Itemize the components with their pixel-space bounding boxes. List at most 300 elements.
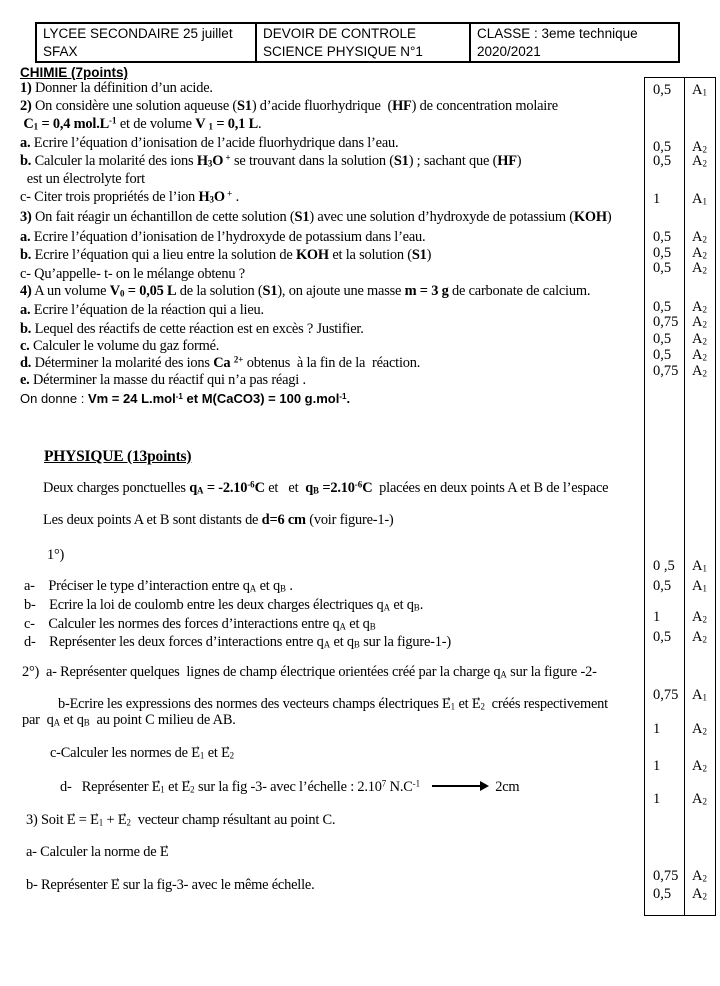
mark-row xyxy=(645,363,715,379)
text-segment: 2 xyxy=(702,634,707,645)
text-line xyxy=(24,616,376,633)
text-segment: A xyxy=(692,886,703,902)
text-segment: CHIMIE (7points) xyxy=(20,65,128,80)
text-segment: A xyxy=(692,299,703,315)
text-segment: Ecrire l’équation de la réaction qui a lieu. xyxy=(30,302,264,318)
mark-row xyxy=(645,260,715,276)
text-line xyxy=(22,664,597,681)
text-segment: c. xyxy=(20,338,30,354)
text-segment: -6 xyxy=(247,479,255,490)
mark-code xyxy=(692,558,707,574)
text-segment: et xyxy=(182,391,202,406)
text-segment: 4) xyxy=(20,283,32,299)
text-segment: Vm = 24 L.mol xyxy=(87,391,176,406)
mark-code xyxy=(692,886,707,902)
text-line xyxy=(20,338,219,355)
mark-score: 0,5 xyxy=(653,229,672,245)
text-segment: se trouvant dans la solution ( xyxy=(230,153,394,169)
text-segment: au point C milieu de AB. xyxy=(89,712,236,728)
text-segment: 1 xyxy=(98,817,104,828)
vector-symbol: → E xyxy=(160,844,169,861)
text-segment: + xyxy=(223,152,231,163)
mark-row xyxy=(645,331,715,347)
text-segment: C xyxy=(254,480,265,496)
mark-row xyxy=(645,347,715,363)
text-segment: A xyxy=(692,721,703,737)
text-segment: ) xyxy=(516,153,522,169)
text-segment: a. xyxy=(20,302,31,318)
text-segment: V xyxy=(109,283,120,299)
text-segment: créés respectivement xyxy=(484,696,608,712)
text-line xyxy=(20,171,145,188)
text-segment: HF xyxy=(392,98,412,114)
text-segment: b. xyxy=(20,153,32,169)
marks-table xyxy=(644,77,716,916)
text-segment: m = 3 g xyxy=(404,283,449,299)
text-segment: = -2.10 xyxy=(203,480,248,496)
text-segment: Déterminer la masse du réactif qui n’a pas réagi . xyxy=(29,372,306,388)
header-cell-class xyxy=(469,24,678,61)
text-segment: ) d’acide fluorhydrique ( xyxy=(251,98,393,114)
text-segment: 3 xyxy=(209,194,214,205)
text-line xyxy=(20,153,521,170)
text-segment: a- Préciser le type d’interaction entre q xyxy=(24,578,250,594)
text-segment: A xyxy=(692,687,703,703)
text-segment: O xyxy=(212,153,224,169)
vector-symbol: → E xyxy=(442,696,451,713)
mark-row xyxy=(645,886,715,902)
text-segment: c- Citer trois propriétés de l’ion xyxy=(20,189,199,205)
text-segment: 1°) xyxy=(47,547,65,563)
text-segment: A xyxy=(692,260,703,276)
mark-code xyxy=(692,363,707,379)
text-segment: A un volume xyxy=(31,283,110,299)
mark-score: 0,5 xyxy=(653,299,672,315)
text-line xyxy=(20,321,364,338)
text-line xyxy=(50,745,234,762)
text-segment: Calculer le volume du gaz formé. xyxy=(29,338,220,354)
text-segment: 1 xyxy=(208,121,213,132)
text-segment: ) ; sachant que ( xyxy=(408,153,498,169)
mark-row xyxy=(645,314,715,330)
text-segment: S1 xyxy=(411,247,427,263)
text-segment: sur la figure -2- xyxy=(506,664,597,680)
text-segment: B xyxy=(369,621,376,632)
text-segment: et la solution ( xyxy=(328,247,412,263)
vector-symbol: → E xyxy=(221,745,230,762)
text-segment: Déterminer la molarité des ions xyxy=(31,355,214,371)
mark-row xyxy=(645,687,715,703)
text-segment: Ecrire l’équation d’ionisation de l’acide fluorhydrique dans l’eau. xyxy=(30,135,399,151)
text-line xyxy=(20,283,590,300)
text-line xyxy=(20,189,239,206)
text-segment: . xyxy=(285,578,293,594)
text-segment: S1 xyxy=(262,283,278,299)
mark-code xyxy=(692,721,707,737)
text-segment: A xyxy=(692,229,703,245)
text-segment: 2 xyxy=(702,891,707,902)
text-segment: 2 xyxy=(702,726,707,737)
mark-score: 1 xyxy=(653,721,661,737)
text-segment: c-Calculer les normes de xyxy=(50,745,192,761)
vector-symbol: → E xyxy=(111,877,120,894)
text-segment: S1 xyxy=(294,209,310,225)
text-line xyxy=(26,812,335,829)
text-segment: d. xyxy=(20,355,32,371)
text-line xyxy=(58,696,608,713)
text-segment: obtenus à la fin de la réaction. xyxy=(243,355,421,371)
mark-score: 1 xyxy=(653,191,661,207)
text-segment: d- Représenter les deux forces d’interactions entre q xyxy=(24,634,324,650)
text-segment: Ca xyxy=(213,355,234,371)
mark-row xyxy=(645,191,715,207)
text-segment: -1 xyxy=(412,778,421,789)
text-segment: H xyxy=(198,189,210,205)
text-segment: 2 xyxy=(702,352,707,363)
text-segment: 1 xyxy=(702,692,707,703)
text-segment: 3) xyxy=(20,209,32,225)
text-line xyxy=(20,135,398,152)
vector-symbol: → E xyxy=(118,812,127,829)
text-segment: sur la fig -3- avec l’échelle : 2.10 xyxy=(194,779,382,795)
mark-code xyxy=(692,609,707,625)
text-segment: -1 xyxy=(175,391,183,401)
text-segment: Deux charges ponctuelles xyxy=(43,480,190,496)
text-segment: b-Ecrire les expressions des normes des vecteurs champs électriques xyxy=(58,696,443,712)
mark-score: 0,5 xyxy=(653,245,672,261)
mark-code xyxy=(692,82,707,98)
text-segment: Donner la définition d’un acide. xyxy=(31,80,213,96)
mark-code xyxy=(692,260,707,276)
mark-score: 0,5 xyxy=(653,331,672,347)
text-line xyxy=(24,597,423,614)
text-line xyxy=(20,247,431,264)
text-line xyxy=(20,390,350,407)
mark-score: 0,75 xyxy=(653,687,679,703)
text-segment: 2 xyxy=(702,368,707,379)
text-segment: et q xyxy=(390,597,414,613)
school-year: 2020/2021 xyxy=(477,44,541,59)
mark-code xyxy=(692,314,707,330)
text-line xyxy=(20,355,420,372)
text-segment: -1 xyxy=(339,391,347,401)
text-segment: 2 xyxy=(702,250,707,261)
text-segment: PHYSIQUE (13points) xyxy=(44,448,192,465)
mark-code xyxy=(692,299,707,315)
mark-score: 0,5 xyxy=(653,578,672,594)
text-segment: 1 xyxy=(702,87,707,98)
vector-symbol: → E xyxy=(182,779,191,796)
mark-score: 0,5 xyxy=(653,629,672,645)
text-segment: et q xyxy=(60,712,84,728)
text-line xyxy=(20,98,558,115)
text-segment: 1 xyxy=(33,121,39,132)
text-segment: On donne : xyxy=(20,391,88,406)
scale-arrow-icon xyxy=(432,785,487,787)
text-segment: B xyxy=(353,639,360,650)
physique-section-title xyxy=(44,448,191,465)
text-segment: C xyxy=(23,116,34,132)
text-line xyxy=(43,480,608,497)
text-segment: placées en deux points A et B de l’espace xyxy=(372,480,609,496)
mark-code xyxy=(692,191,707,207)
mark-row xyxy=(645,82,715,98)
text-segment: 1 xyxy=(702,563,707,574)
text-segment: (voir figure-1-) xyxy=(305,512,394,528)
text-segment xyxy=(420,779,427,795)
exam-subject: SCIENCE PHYSIQUE N°1 xyxy=(263,44,423,59)
text-segment: Ecrire l’équation d’ionisation de l’hydroxyde de potassium dans l’eau. xyxy=(30,229,426,245)
mark-code xyxy=(692,687,707,703)
text-segment: ) de concentration molaire xyxy=(411,98,558,114)
text-segment: 1 xyxy=(702,196,707,207)
text-segment: A xyxy=(692,868,703,884)
text-segment: KOH xyxy=(573,209,607,225)
school-name-line2: SFAX xyxy=(43,44,78,59)
mark-row xyxy=(645,578,715,594)
text-segment: S1 xyxy=(237,98,252,114)
text-segment: = 0,1 L xyxy=(212,116,258,132)
text-segment: On fait réagir un échantillon de cette solution ( xyxy=(31,209,295,225)
text-segment: c- Calculer les normes des forces d’interactions entre q xyxy=(24,616,340,632)
text-segment: 2 xyxy=(702,614,707,625)
text-segment: a- Calculer la norme de xyxy=(26,844,160,860)
text-segment: A xyxy=(692,153,703,169)
header-cell-school xyxy=(37,24,255,61)
text-line xyxy=(20,116,261,133)
text-segment: . xyxy=(232,189,239,205)
text-segment: b. xyxy=(20,247,32,263)
text-segment: et de volume xyxy=(116,116,196,132)
text-segment: C xyxy=(362,480,373,496)
text-segment: A xyxy=(53,717,61,728)
text-segment: sur la fig-3- avec le même échelle. xyxy=(119,877,315,893)
mark-score: 0,5 xyxy=(653,260,672,276)
text-segment: ) avec une solution d’hydroxyde de potassium ( xyxy=(309,209,574,225)
text-segment: 1 xyxy=(199,750,205,761)
text-segment: B xyxy=(279,583,286,594)
chimie-section-title xyxy=(20,64,128,81)
mark-score: 0,5 xyxy=(653,153,672,169)
mark-row xyxy=(645,229,715,245)
text-line xyxy=(20,80,213,97)
text-segment: =2.10 xyxy=(318,480,355,496)
text-segment: 2°) a- Représenter quelques lignes de champ électrique orientées créé par la charge q xyxy=(22,664,501,680)
text-segment: . xyxy=(419,597,424,613)
text-segment: 2 xyxy=(702,796,707,807)
text-line xyxy=(20,372,306,389)
text-segment: 3 xyxy=(207,158,213,169)
text-line xyxy=(26,844,168,861)
text-segment: 7 xyxy=(381,778,387,789)
text-segment: 0 xyxy=(119,288,125,299)
mark-code xyxy=(692,347,707,363)
text-segment: M(CaCO3) = 100 g.mol xyxy=(201,391,340,406)
text-segment: Lequel des réactifs de cette réaction est en excès ? Justifier. xyxy=(31,321,364,337)
text-segment: S1 xyxy=(393,153,409,169)
mark-row xyxy=(645,245,715,261)
text-line xyxy=(26,877,314,894)
text-segment: b- Ecrire la loi de coulomb entre les deux charges électriques q xyxy=(24,597,384,613)
text-segment: O xyxy=(213,189,225,205)
text-line xyxy=(20,302,264,319)
text-segment: ), on ajoute une masse xyxy=(277,283,405,299)
text-segment: A xyxy=(692,758,703,774)
mark-score: 0 ,5 xyxy=(653,558,675,574)
mark-row xyxy=(645,758,715,774)
text-line xyxy=(43,512,394,529)
mark-code xyxy=(692,758,707,774)
text-segment: On considère une solution aqueuse ( xyxy=(31,98,237,114)
vector-symbol: → E xyxy=(191,745,200,762)
text-segment: c- Qu’appelle- t- on le mélange obtenu ? xyxy=(20,266,245,282)
text-segment: 3) Soit xyxy=(26,812,67,828)
text-line xyxy=(20,266,245,283)
mark-code xyxy=(692,868,707,884)
text-segment: + xyxy=(224,188,233,199)
text-segment: b. xyxy=(20,321,32,337)
text-segment: de la solution ( xyxy=(176,283,263,299)
text-segment: A xyxy=(692,347,703,363)
text-segment: et q xyxy=(256,578,280,594)
mark-code xyxy=(692,331,707,347)
text-segment: 2 xyxy=(702,144,707,155)
text-segment: 2 xyxy=(702,158,707,169)
text-segment: d=6 cm xyxy=(261,512,306,528)
text-segment: A xyxy=(692,139,703,155)
text-segment: 2 xyxy=(702,304,707,315)
mark-code xyxy=(692,245,707,261)
exam-type: DEVOIR DE CONTROLE xyxy=(263,26,417,41)
header-cell-exam xyxy=(255,24,469,61)
text-segment: est un électrolyte fort xyxy=(20,171,145,187)
text-segment: 2 xyxy=(702,336,707,347)
text-segment: A xyxy=(692,191,703,207)
text-segment: -1 xyxy=(109,115,117,126)
text-line xyxy=(24,578,293,595)
text-segment: H xyxy=(196,153,208,169)
text-line xyxy=(47,547,64,564)
mark-score: 0,5 xyxy=(653,82,672,98)
text-segment: A xyxy=(692,791,703,807)
text-segment: 2cm xyxy=(491,779,520,795)
mark-score: 1 xyxy=(653,791,661,807)
mark-score: 0,75 xyxy=(653,363,679,379)
text-line xyxy=(60,779,519,796)
text-segment: . xyxy=(257,116,262,132)
text-segment: et q xyxy=(330,634,354,650)
mark-code xyxy=(692,229,707,245)
text-segment: B xyxy=(413,602,420,613)
text-segment: a. xyxy=(20,229,31,245)
text-line xyxy=(22,712,236,729)
text-segment: N.C xyxy=(386,779,413,795)
text-segment: d- Représenter xyxy=(60,779,152,795)
mark-row xyxy=(645,721,715,737)
text-segment: et q xyxy=(345,616,370,632)
mark-code xyxy=(692,791,707,807)
mark-row xyxy=(645,153,715,169)
mark-code xyxy=(692,578,707,594)
mark-row xyxy=(645,609,715,625)
text-segment: 1) xyxy=(20,80,32,96)
text-segment: = xyxy=(75,812,91,828)
mark-score: 0,5 xyxy=(653,139,672,155)
text-segment: A xyxy=(323,639,331,650)
text-segment: 2 xyxy=(702,763,707,774)
text-segment: B xyxy=(313,485,319,496)
mark-row xyxy=(645,868,715,884)
text-segment: ) xyxy=(606,209,612,225)
text-segment: ) xyxy=(426,247,432,263)
text-segment: A xyxy=(249,583,257,594)
text-segment: A xyxy=(692,314,703,330)
mark-score: 0,5 xyxy=(653,886,672,902)
text-segment: A xyxy=(692,578,703,594)
text-segment: b- Représenter xyxy=(26,877,111,893)
text-segment: 2 xyxy=(126,817,131,828)
vector-symbol: → E xyxy=(152,779,161,796)
text-segment: sur la figure-1-) xyxy=(359,634,451,650)
school-name-line1: LYCEE SECONDAIRE 25 juillet xyxy=(43,26,233,41)
mark-code xyxy=(692,629,707,645)
text-segment: et et xyxy=(264,480,306,496)
text-segment: 2 xyxy=(480,701,485,712)
text-segment: B xyxy=(83,717,90,728)
mark-score: 1 xyxy=(653,758,661,774)
text-segment: a. xyxy=(20,135,31,151)
text-segment: de carbonate de calcium. xyxy=(448,283,591,299)
text-segment: Ecrire l’équation qui a lieu entre la solution de xyxy=(31,247,296,263)
text-segment: e. xyxy=(20,372,30,388)
text-segment: 1 xyxy=(160,784,165,795)
text-segment: A xyxy=(500,669,507,680)
text-segment: et xyxy=(164,779,182,795)
text-segment: q xyxy=(189,480,197,496)
text-segment: A xyxy=(692,331,703,347)
text-segment: A xyxy=(197,485,204,496)
text-segment: 2 xyxy=(190,784,195,795)
text-segment: + xyxy=(103,812,118,828)
text-segment: V xyxy=(195,116,209,132)
mark-row xyxy=(645,299,715,315)
text-segment: 2 xyxy=(702,234,707,245)
text-segment: A xyxy=(692,629,703,645)
text-segment: 1 xyxy=(450,701,456,712)
mark-row xyxy=(645,791,715,807)
text-segment: = 0,05 L xyxy=(124,283,177,299)
text-segment: par q xyxy=(22,712,54,728)
text-segment: q xyxy=(305,480,314,496)
text-line xyxy=(24,634,451,651)
mark-score: 1 xyxy=(653,609,661,625)
vector-symbol: → E xyxy=(90,812,99,829)
text-segment: Calculer la molarité des ions xyxy=(31,153,197,169)
text-segment: Les deux points A et B sont distants de xyxy=(43,512,262,528)
class-name: CLASSE : 3eme technique xyxy=(477,26,638,41)
mark-code xyxy=(692,153,707,169)
mark-row xyxy=(645,558,715,574)
text-segment: A xyxy=(692,245,703,261)
mark-score: 0,5 xyxy=(653,347,672,363)
text-segment: et xyxy=(455,696,472,712)
text-segment: 1 xyxy=(702,583,707,594)
text-segment: 2 xyxy=(702,873,707,884)
text-segment: 2 xyxy=(702,319,707,330)
text-segment: et xyxy=(204,745,222,761)
vector-symbol: → E xyxy=(472,696,481,713)
text-segment: A xyxy=(692,363,703,379)
